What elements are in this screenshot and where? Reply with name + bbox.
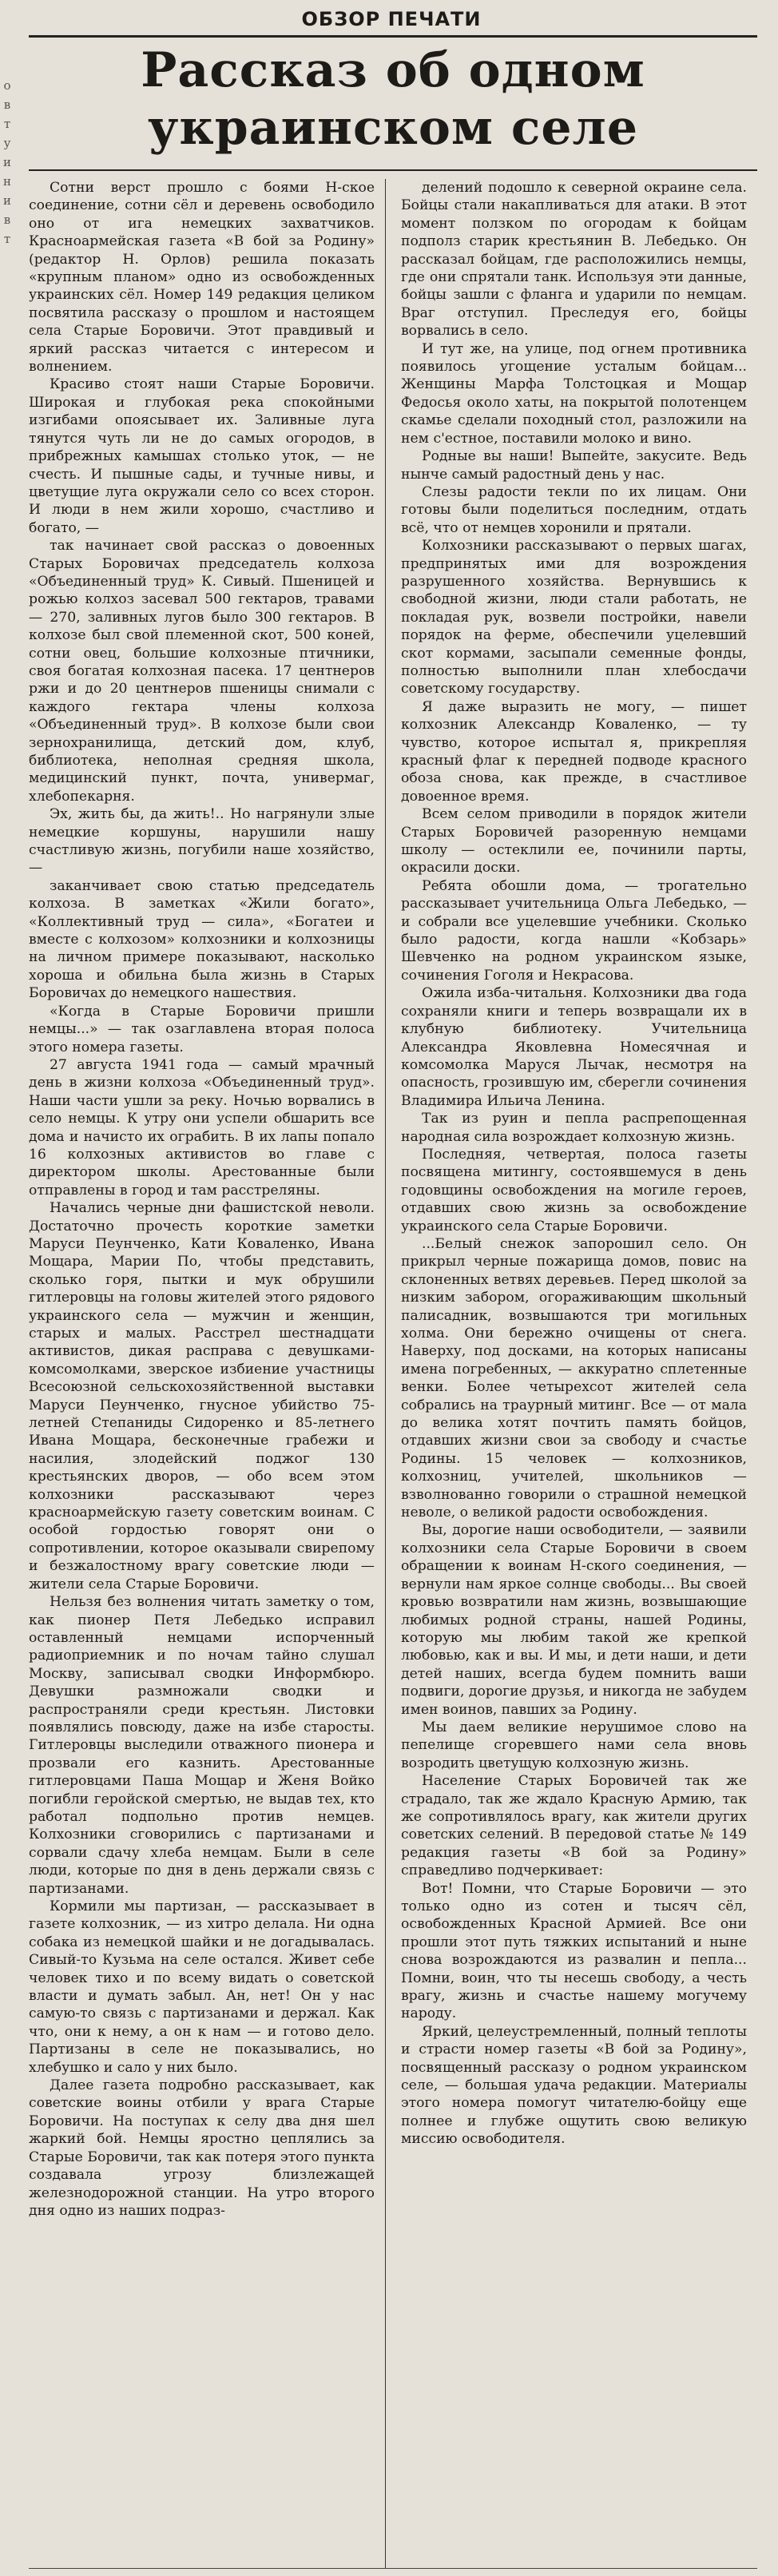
article-paragraph: Мы даем великие нерушимое слово на пепелище сгоревшего нами села вновь возродить цветущую колхозную жизнь. — [401, 1719, 747, 1771]
edge-letter: у — [3, 136, 11, 150]
article-paragraph: Всем селом приводили в порядок жители Старых Боровичей разоренную немцами школу — остеклили ее, починили парты, окрасили доски. — [401, 806, 747, 877]
article-paragraph: Яркий, целеустремленный, полный теплоты и страсти номер газеты «В бой за Родину», посвященный рассказу о родном украинском селе, — большая удача редакции. Материалы этого номера помогут читателю-бойцу еще полнее и глубже ощутить свою великую миссию освободителя. — [401, 2023, 747, 2148]
section-rubric: ОБЗОР ПЕЧАТИ — [301, 8, 482, 30]
article-paragraph: Нельзя без волнения читать заметку о том, как пионер Петя Лебедько исправил оставленный немцами испорченный радиоприемник и по ночам тайно слушал Москву, записывал сводки Информбюро. Девушки размножали сводки и распространяли среди крестьян. Листовки появлялись повсюду, даже на избе старосты. Гитлеровцы выследили отважного пионера и прозвали его казнить. Арестованные гитлеровцами Паша Мощар и Женя Войко погибли геройской смертью, не выдав тех, кто работал подпольно против немцев. Колхозники сговорились с партизанами и сорвали сдачу хлеба немцам. Были в селе люди, которые по дня в день держали связь с партизанами. — [29, 1594, 375, 1897]
article-paragraph: 27 августа 1941 года — самый мрачный день в жизни колхоза «Объединенный труд». Наши части ушли за реку. Ночью ворвались в село немцы. К утру они успели обшарить все дома и начисто их ограбить. В их лапы попало 16 колхозных активистов во главе с директором школы. Арестованные были отправлены в город и там расстреляны. — [29, 1056, 375, 1199]
article-paragraph: Далее газета подробно рассказывает, как советские воины отбили у врага Старые Боровичи. На поступах к селу два дня шел жаркий бой. Немцы яростно цеплялись за Старые Боровичи, так как потеря этого пункта создавала угрозу близлежащей железнодорожной станции. На утро второго дня одно из наших подраз- — [29, 2077, 375, 2219]
article-paragraph: заканчивает свою статью председатель колхоза. В заметках «Жили богато», «Коллективный труд — сила», «Богатеи и вместе с колхозом» колхозники и колхозницы на личном примере показывают, насколько хороша и обильна была жизнь в Старых Боровичах до немецкого нашествия. — [29, 877, 375, 1002]
article-paragraph: Ожила изба-читальня. Колхозники два года сохраняли книги и теперь возвращали их в клубную библиотеку. Учительница Александра Яковлевна Номесячная и комсомолка Маруся Лычак, несмотря на опасность, грозившую им, сберегли сочинения Владимира Ильича Ленина. — [401, 985, 747, 1109]
headline-divider — [29, 169, 757, 171]
article-paragraph: Так из руин и пепла распрепощенная народная сила возрождает колхозную жизнь. — [401, 1111, 747, 1145]
edge-letter: и — [3, 155, 11, 169]
article-paragraph: Сотни верст прошло с боями Н-ское соединение, сотни сёл и деревень освободило оно от ига немецких захватчиков. Красноармейская газета «В бой за Родину» (редактор Н. Орлов) решила показать «крупным планом» одно из освобожденных украинских сёл. Номер 149 редакция целиком посвятила рассказу о прошлом и настоящем села Старые Боровичи. Этот правдивый и яркий рассказ читается с интересом и волнением. — [29, 180, 375, 376]
column-divider — [385, 179, 386, 2568]
article-column-left — [29, 179, 375, 2220]
top-divider — [29, 35, 757, 38]
article-paragraph: так начинает свой рассказ о довоенных Старых Боровичах председатель колхоза «Объединенный труд» К. Сивый. Пшеницей и рожью колхоз засевал 500 гектаров, травами — 270, заливных лугов было 300 гектаров. В колхозе был свой племенной скот, 500 коней, сотни овец, большие колхозные птичники, своя богатая колхозная пасека. 17 центнеров ржи и до 20 центнеров пшеницы снимали с каждого гектара члены колхоза «Объединенный труд». В колхозе были свои зернохранилища, детский дом, клуб, библиотека, неполная средняя школа, медицинский пункт, почта, универмаг, хлебопекарня. — [29, 538, 375, 805]
bottom-divider — [29, 2568, 757, 2569]
edge-letter: т — [3, 117, 11, 131]
edge-letter: н — [3, 174, 11, 189]
edge-letter: в — [3, 97, 11, 112]
article-paragraph: Эх, жить бы, да жить!.. Но нагрянули злые немецкие коршуны, нарушили нашу счастливую жизнь, погубили наше хозяйство, — — [29, 806, 375, 877]
article-paragraph: «Когда в Старые Боровичи пришли немцы...» — так озаглавлена вторая полоса этого номера газеты. — [29, 1003, 375, 1055]
article-paragraph: Вот! Помни, что Старые Боровичи — это только одно из сотен и тысяч сёл, освобожденных Красной Армией. Все они прошли этот путь тяжких испытаний и ныне снова возрождаются из развалин и пепла... Помни, воин, что ты несешь свободу, а честь врагу, жизнь и счастье нашему могучему народу. — [401, 1880, 747, 2022]
page-edge-letters — [0, 76, 18, 248]
article-paragraph: ...Белый снежок запорошил село. Он прикрыл черные пожарища домов, повис на склоненных ветвях деревьев. Перед школой за низким забором, огораживающим школьный палисадник, возвышаются три могильных холма. Они бережно очищены от снега. Наверху, под досками, на которых написаны имена погребенных, — аккуратно сплетенные венки. Более четырехсот жителей села собрались на траурный митинг. Все — от мала до велика хотят почтить память бойцов, отдавших жизни свои за свободу и счастье Родины. 15 человек — колхозников, колхозниц, учителей, школьников — взволнованно говорили о страшной немецкой неволе, о великой радости освобождения. — [401, 1235, 747, 1521]
article-paragraph: Я даже выразить не могу, — пишет колхозник Александр Коваленко, — ту чувство, которое испытал я, прикрепляя красный флаг к передней подводе красного обоза снова, как прежде, в счастливое довоенное время. — [401, 698, 747, 805]
edge-letter: и — [3, 193, 11, 208]
article-paragraph: Колхозники рассказывают о первых шагах, предпринятых ими для возрождения разрушенного хозяйства. Вернувшись к свободной жизни, люди стали работать, не покладая рук, возвели постройки, навели порядок на ферме, обеспечили уцелевший скот кормами, засыпали семенные фонды, полностью выполнили план хлебосдачи советскому государству. — [401, 538, 747, 698]
edge-letter: т — [3, 232, 11, 246]
article-paragraph: Родные вы наши! Выпейте, закусите. Ведь нынче самый радостный день у нас. — [401, 448, 747, 483]
article-paragraph: Красиво стоят наши Старые Боровичи. Широкая и глубокая река спокойными изгибами опоясывает их. Заливные луга тянутся чуть ли не до самых огородов, в прибрежных камышах столько уток, — не счесть. И пышные сады, и тучные нивы, и цветущие луга окружали село со всех сторон. И люди в нем жили хорошо, счастливо и богато, — — [29, 376, 375, 536]
article-paragraph: Население Старых Боровичей так же страдало, так же ждало Красную Армию, так же сопротивлялось врагу, как жители других советских селений. В передовой статье № 149 редакция газеты «В бой за Родину» справедливо подчеркивает: — [401, 1773, 747, 1879]
edge-letter: о — [3, 78, 11, 93]
article-headline: Рассказ об одном украинском селе — [141, 42, 645, 156]
article-paragraph: делений подошло к северной окраине села. Бойцы стали накапливаться для атаки. В этот момент ползком по огородам к бойцам подполз старик крестьянин В. Лебедько. Он рассказал бойцам, где расположились немцы, где они спрятали танк. Используя эти данные, бойцы зашли с фланга и ударили по немцам. Враг отступил. Преследуя его, бойцы ворвались в село. — [401, 180, 747, 340]
article-paragraph: Слезы радости текли по их лицам. Они готовы были поделиться последним, отдать всё, что от немцев хоронили и прятали. — [401, 483, 747, 536]
article-paragraph: Последняя, четвертая, полоса газеты посвящена митингу, состоявшемуся в день годовщины освобождения на могиле героев, отдавших свою жизнь за освобождение украинского села Старые Боровичи. — [401, 1146, 747, 1234]
article-column-right — [401, 179, 747, 2149]
article-paragraph: Начались черные дни фашистской неволи. Достаточно прочесть короткие заметки Маруси Пеунченко, Кати Коваленко, Ивана Мощара, Марии По, чтобы представить, сколько горя, пытки и мук обрушили гитлеровцы на головы жителей этого рядового украинского села — мужчин и женщин, старых и малых. Расстрел шестнадцати активистов, дикая расправа с девушками-комсомолками, зверское избиение участницы Всесоюзной сельскохозяйственной выставки Маруси Пеунченко, гнусное убийство 75-летней Степаниды Сидоренко и 85-летнего Ивана Мощара, бесконечные грабежи и насилия, злодейский поджог 130 крестьянских дворов, — обо всем этом колхозники рассказывают через красноармейскую газету советским воинам. С особой гордостью говорят они о сопротивлении, которое оказывали свирепому и безжалостному врагу советские люди — жители села Старые Боровичи. — [29, 1200, 375, 1592]
article-paragraph: Кормили мы партизан, — рассказывает в газете колхозник, — из хитро делала. Ни одна собака из немецкой шайки и не догадывалась. Сивый-то Кузьма на селе остался. Живет себе человек тихо и по всему видать о советской власти и думать забыл. Ан, нет! Он у нас самую-то связь с партизанами и держал. Как что, они к нему, а он к нам — и готово дело. Партизаны в селе не показывались, но хлебушко и сало у них было. — [29, 1898, 375, 2076]
article-paragraph: Ребята обошли дома, — трогательно рассказывает учительница Ольга Лебедько, — и собрали все уцелевшие учебники. Сколько было радости, когда нашли «Кобзарь» Шевченко на родном украинском языке, сочинения Гоголя и Некрасова. — [401, 877, 747, 984]
edge-letter: в — [3, 213, 11, 227]
article-paragraph: Вы, дорогие наши освободители, — заявили колхозники села Старые Боровичи в своем обращении к воинам Н-ского соединения, — вернули нам яркое солнце свободы... Вы своей кровью возвратили нам жизнь, возвышающие любимых родной страны, нашей Родины, которую мы любим такой же крепкой любовью, как и вы. И мы, и дети наши, и дети детей наших, всегда будем помнить ваши подвиги, дорогие друзья, и никогда не забудем имен воинов, павших за Родину. — [401, 1522, 747, 1718]
article-paragraph: И тут же, на улице, под огнем противника появилось угощение усталым бойцам... Женщины Марфа Толстоцкая и Мощар Федосья около хаты, на покрытой полотенцем скамье сделали походный стол, разложили на нем с'естное, поставили молоко и вино. — [401, 340, 747, 447]
